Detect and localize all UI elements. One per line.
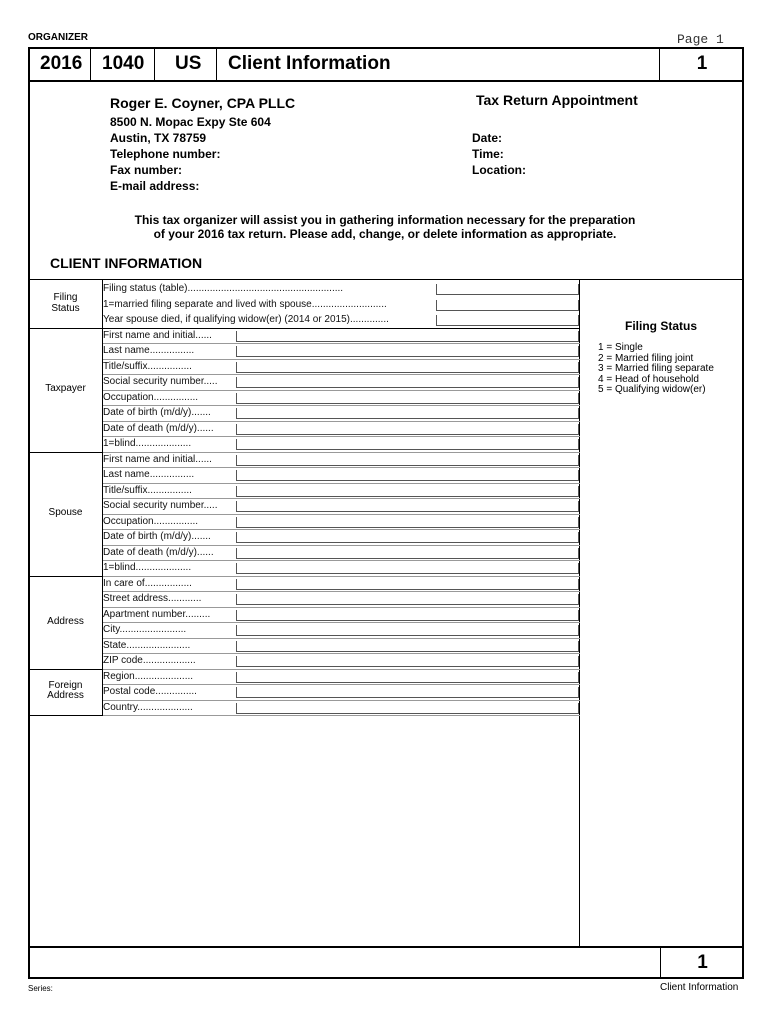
appointment-location-label: Location: [472,163,526,177]
filing-input-field[interactable] [436,315,579,326]
filing-row [103,281,433,297]
taxpayer-input-field[interactable] [236,424,579,435]
address-row [103,607,236,623]
taxpayer-row [103,359,236,375]
spouse-row [103,498,236,514]
taxpayer-input-field[interactable] [236,408,579,419]
appointment-time-label: Time: [472,147,504,161]
taxpayer-row-label: Occupation................ [103,391,199,403]
page-label: Page 1 [677,32,724,47]
firm-email-label: E-mail address: [110,179,200,193]
spouse-group-label: Spouse [48,507,83,518]
filing-status-option: 1 = Single [598,342,643,353]
foreign-input-field[interactable] [236,687,579,698]
foreign-row [103,684,236,700]
address-input-field[interactable] [236,594,579,605]
foreign-input-field[interactable] [236,703,579,714]
taxpayer-row [103,343,236,359]
taxpayer-row-label: Social security number..... [103,376,218,387]
taxpayer-input-field[interactable] [236,439,579,450]
taxpayer-row-label: Title/suffix................ [103,360,192,372]
group-separator [28,669,103,670]
spouse-row [103,452,236,468]
appointment-date-label: Date: [472,131,503,145]
address-row [103,653,236,669]
filing-status-options [598,343,714,396]
spouse-input-field[interactable] [236,470,579,481]
spouse-input-field[interactable] [236,486,579,497]
filing-row-label: Filing status (table)........................................................ [103,283,344,294]
firm-address2: Austin, TX 78759 [110,131,207,145]
page-number: 1 [696,53,708,74]
taxpayer-row-label: 1=blind.................... [103,438,192,449]
filing-status-option: 3 = Married filing separate [598,363,714,374]
taxpayer-row [103,374,236,390]
filing-status-option: 4 = Head of household [598,373,699,385]
foreign-row-label: Region..................... [103,670,194,682]
spouse-row-label: First name and initial...... [103,453,212,465]
group-separator [28,328,103,329]
address-row [103,591,236,607]
appointment-fields [472,130,526,178]
address-row-label: Apartment number......... [103,608,211,620]
taxpayer-row-label: First name and initial...... [103,329,212,341]
address-row-label: In care of................. [103,577,192,589]
address-group-label: Address [47,615,84,627]
spouse-row-label: Occupation................ [103,515,199,527]
filing-input-field[interactable] [436,300,579,311]
filing-status-box-title: Filing Status [625,319,697,333]
header-divider [28,80,744,82]
firm-telephone-label: Telephone number: [110,147,221,161]
spouse-row [103,467,236,483]
taxpayer-input-field[interactable] [236,362,579,373]
taxpayer-row-label: Last name................ [103,345,195,356]
group-separator [28,452,103,453]
spouse-row-label: Date of birth (m/d/y)....... [103,531,211,542]
intro-line-2: of your 2016 tax return. Please add, change, or delete information as appropriate. [153,227,617,241]
spouse-row [103,560,236,576]
address-input-field[interactable] [236,656,579,667]
bottom-divider [28,946,744,948]
taxpayer-input-field[interactable] [236,377,579,388]
spouse-row [103,514,236,530]
intro-text [100,213,670,241]
tax-year: 2016 [28,47,91,81]
spouse-input-field[interactable] [236,501,579,512]
taxpayer-row [103,436,236,452]
filing-status-option: 2 = Married filing joint [598,352,694,364]
firm-address1: 8500 N. Mopac Expy Ste 604 [110,115,271,129]
spouse-input-field[interactable] [236,563,579,574]
spouse-row-label: Date of death (m/d/y)...... [103,546,214,558]
address-row [103,622,236,638]
bottom-page-number: 1 [660,946,744,979]
foreign-row-label: Postal code............... [103,686,197,697]
form-number: 1040 [91,47,155,81]
spouse-input-field[interactable] [236,517,579,528]
address-row-label: City........................ [103,624,187,635]
organizer-label: ORGANIZER [28,32,88,43]
column-divider [579,279,580,947]
address-input-field[interactable] [236,641,579,652]
foreign-group-label: Foreign Address [47,679,84,702]
address-row-label: Street address............ [103,593,202,604]
page-title: Client Information [217,47,660,81]
taxpayer-row [103,390,236,406]
address-input-field[interactable] [236,579,579,590]
taxpayer-row [103,328,236,344]
spouse-row-label: Last name................ [103,469,195,480]
spouse-row [103,483,236,499]
taxpayer-group-label: Taxpayer [45,383,86,394]
foreign-input-field[interactable] [236,672,579,683]
appointment-title: Tax Return Appointment [476,92,638,108]
filing-row-label: Year spouse died, if qualifying widow(er) (2014 or 2015).............. [103,314,389,325]
spouse-input-field[interactable] [236,532,579,543]
spouse-row [103,545,236,561]
group-separator [28,576,103,577]
address-input-field[interactable] [236,625,579,636]
taxpayer-input-field[interactable] [236,331,579,342]
filing-row-label: 1=married filing separate and lived with spouse........................... [103,298,387,310]
intro-line-1: This tax organizer will assist you in gathering information necessary for the preparation [134,213,636,227]
spouse-row-label: Social security number..... [103,500,218,511]
section-divider [28,279,744,280]
spouse-row-label: 1=blind.................... [103,562,192,573]
address-input-field[interactable] [236,610,579,621]
spouse-input-field[interactable] [236,455,579,466]
taxpayer-input-field[interactable] [236,393,579,404]
firm-info [110,95,295,194]
address-row [103,576,236,592]
row-separator [103,715,580,716]
address-row-label: State....................... [103,639,191,651]
address-row [103,638,236,654]
spouse-input-field[interactable] [236,548,579,559]
taxpayer-row [103,421,236,437]
filing-input-field[interactable] [436,284,579,295]
taxpayer-row-label: Date of birth (m/d/y)....... [103,407,211,418]
foreign-row [103,700,236,716]
spouse-row [103,529,236,545]
jurisdiction: US [155,47,217,81]
series-label: Series: [28,984,53,993]
foreign-row [103,669,236,685]
address-row-label: ZIP code................... [103,655,196,666]
filing-group-label: Filing Status [51,292,80,314]
foreign-row-label: Country.................... [103,701,193,713]
firm-fax-label: Fax number: [110,163,183,177]
footer-page-title: Client Information [660,982,739,993]
filing-status-option: 5 = Qualifying widow(er) [598,384,706,395]
taxpayer-row [103,405,236,421]
group-separator [28,715,103,716]
section-title: CLIENT INFORMATION [50,255,203,271]
filing-row [103,297,433,313]
taxpayer-row-label: Date of death (m/d/y)...... [103,422,214,434]
filing-row [103,312,433,328]
taxpayer-input-field[interactable] [236,346,579,357]
firm-name: Roger E. Coyner, CPA PLLC [110,95,296,111]
spouse-row-label: Title/suffix................ [103,484,192,496]
